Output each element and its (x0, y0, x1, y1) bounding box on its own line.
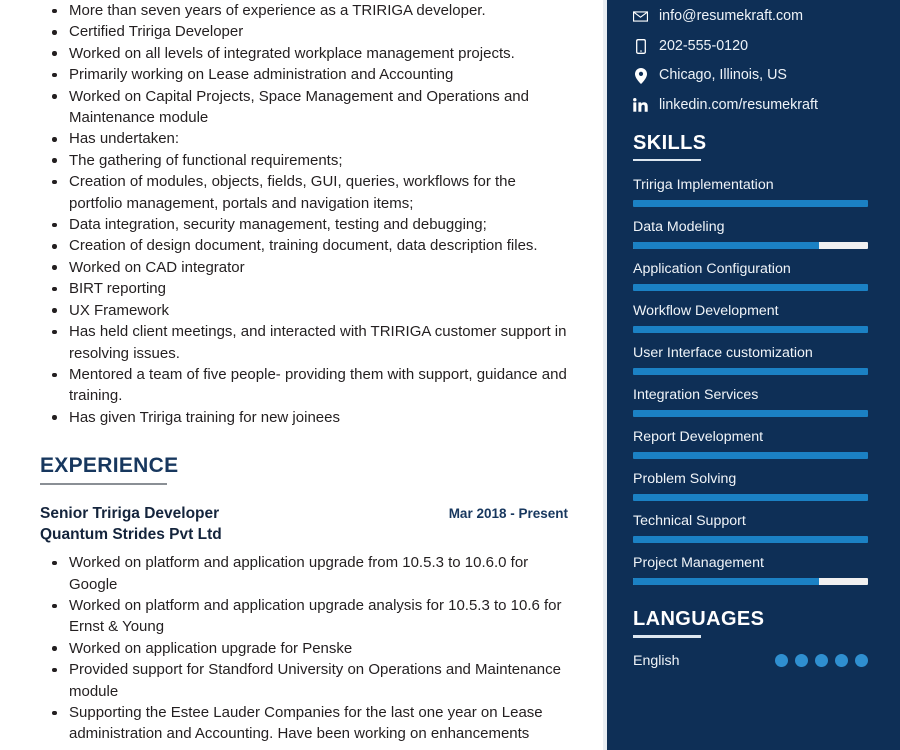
section-divider (633, 159, 701, 162)
section-title-skills: SKILLS (633, 131, 707, 154)
language-label: English (633, 652, 680, 669)
section-divider (633, 635, 701, 638)
experience-section (40, 454, 568, 745)
job-header-row (40, 503, 568, 524)
rating-dot (855, 654, 868, 667)
job-company: Quantum Strides Pvt Ltd (40, 526, 222, 544)
skill-progress-fill (633, 578, 819, 585)
list-item: The gathering of functional requirements; (40, 150, 568, 171)
contact-block (633, 0, 868, 115)
list-item: Has undertaken: (40, 128, 568, 149)
skill-item (633, 259, 868, 291)
skill-progress-fill (633, 452, 868, 459)
skill-progress-track (633, 284, 868, 291)
list-item: UX Framework (40, 300, 568, 321)
list-item: Worked on CAD integrator (40, 257, 568, 278)
section-divider (40, 483, 167, 485)
rating-dot (795, 654, 808, 667)
skill-progress-track (633, 242, 868, 249)
list-item: Mentored a team of five people- providing them with support, guidance and training. (40, 364, 568, 407)
section-title-languages: LANGUAGES (633, 608, 765, 630)
skills-list (633, 175, 868, 585)
section-title-experience: EXPERIENCE (40, 454, 179, 478)
list-item: Has held client meetings, and interacted with TRIRIGA customer support in resolving issues. (40, 321, 568, 364)
skill-item (633, 427, 868, 459)
skill-label: Workflow Development (633, 303, 779, 319)
skill-item (633, 175, 868, 207)
skill-label: Problem Solving (633, 471, 737, 487)
skill-progress-track (633, 452, 868, 459)
skill-progress-track (633, 494, 868, 501)
rating-dot (835, 654, 848, 667)
list-item: Primarily working on Lease administration and Accounting (40, 64, 568, 85)
skill-item (633, 511, 868, 543)
summary-bullet-list (40, 0, 568, 428)
contact-item-phone[interactable] (633, 37, 868, 56)
job-title: Senior Tririga Developer (40, 505, 220, 523)
skill-progress-track (633, 536, 868, 543)
list-item: Worked on platform and application upgrade from 10.5.3 to 10.6.0 for Google (40, 552, 568, 595)
skills-section (633, 131, 868, 586)
contact-linkedin-text: linkedin.com/resumekraft (659, 96, 818, 113)
list-item: Data integration, security management, testing and debugging; (40, 214, 568, 235)
skill-label: Technical Support (633, 513, 746, 529)
list-item: Certified Tririga Developer (40, 21, 568, 42)
experience-entry (40, 503, 568, 745)
list-item: Worked on all levels of integrated workplace management projects. (40, 43, 568, 64)
skill-item (633, 385, 868, 417)
skill-progress-fill (633, 494, 868, 501)
sidebar (607, 0, 900, 750)
location-pin-icon (633, 68, 648, 84)
skill-progress-fill (633, 284, 868, 291)
list-item: More than seven years of experience as a TRIRIGA developer. (40, 0, 568, 21)
language-item (633, 651, 868, 671)
job-bullet-list (40, 552, 568, 745)
list-item: Worked on Capital Projects, Space Management and Operations and Maintenance module (40, 86, 568, 129)
skill-progress-fill (633, 410, 868, 417)
skill-label: Report Development (633, 429, 764, 445)
job-dates: Mar 2018 - Present (448, 506, 568, 522)
mobile-phone-icon (633, 38, 648, 54)
skill-progress-fill (633, 326, 868, 333)
skill-progress-fill (633, 368, 868, 375)
list-item: Supporting the Estee Lauder Companies for the last one year on Lease administration and Accounting. Have been working on enhancements (40, 702, 568, 745)
skill-label: Application Configuration (633, 261, 791, 277)
skill-progress-track (633, 578, 868, 585)
list-item: BIRT reporting (40, 278, 568, 299)
list-item: Has given Tririga training for new joinees (40, 407, 568, 428)
skill-progress-track (633, 200, 868, 207)
languages-section (633, 607, 868, 671)
list-item: Creation of modules, objects, fields, GUI, queries, workflows for the portfolio management, portals and navigation items; (40, 171, 568, 214)
skill-label: Tririga Implementation (633, 177, 774, 193)
envelope-icon (633, 9, 648, 25)
skill-label: Project Management (633, 555, 764, 571)
contact-item-email[interactable] (633, 7, 868, 26)
skill-item (633, 217, 868, 249)
skill-progress-fill (633, 242, 819, 249)
contact-item-location[interactable] (633, 66, 868, 85)
skill-item (633, 469, 868, 501)
rating-dot (775, 654, 788, 667)
list-item: Worked on application upgrade for Penske (40, 638, 568, 659)
contact-phone-text: 202-555-0120 (659, 37, 749, 54)
contact-email-text: info@resumekraft.com (659, 8, 804, 24)
skill-progress-track (633, 368, 868, 375)
rating-dot (815, 654, 828, 667)
list-item: Provided support for Standford University on Operations and Maintenance module (40, 659, 568, 702)
contact-location-text: Chicago, Illinois, US (659, 67, 787, 83)
skill-item (633, 553, 868, 585)
list-item: Creation of design document, training document, data description files. (40, 235, 568, 256)
skill-progress-fill (633, 536, 868, 543)
skill-item (633, 301, 868, 333)
skill-progress-track (633, 326, 868, 333)
language-rating-dots (775, 654, 868, 667)
skill-progress-track (633, 410, 868, 417)
skill-label: User Interface customization (633, 345, 813, 361)
linkedin-icon (633, 97, 648, 113)
skill-progress-fill (633, 200, 868, 207)
contact-item-linkedin[interactable] (633, 96, 868, 115)
list-item: Worked on platform and application upgrade analysis for 10.5.3 to 10.6 for Ernst & Young (40, 595, 568, 638)
skill-label: Data Modeling (633, 219, 725, 235)
skill-label: Integration Services (633, 387, 759, 403)
skill-item (633, 343, 868, 375)
